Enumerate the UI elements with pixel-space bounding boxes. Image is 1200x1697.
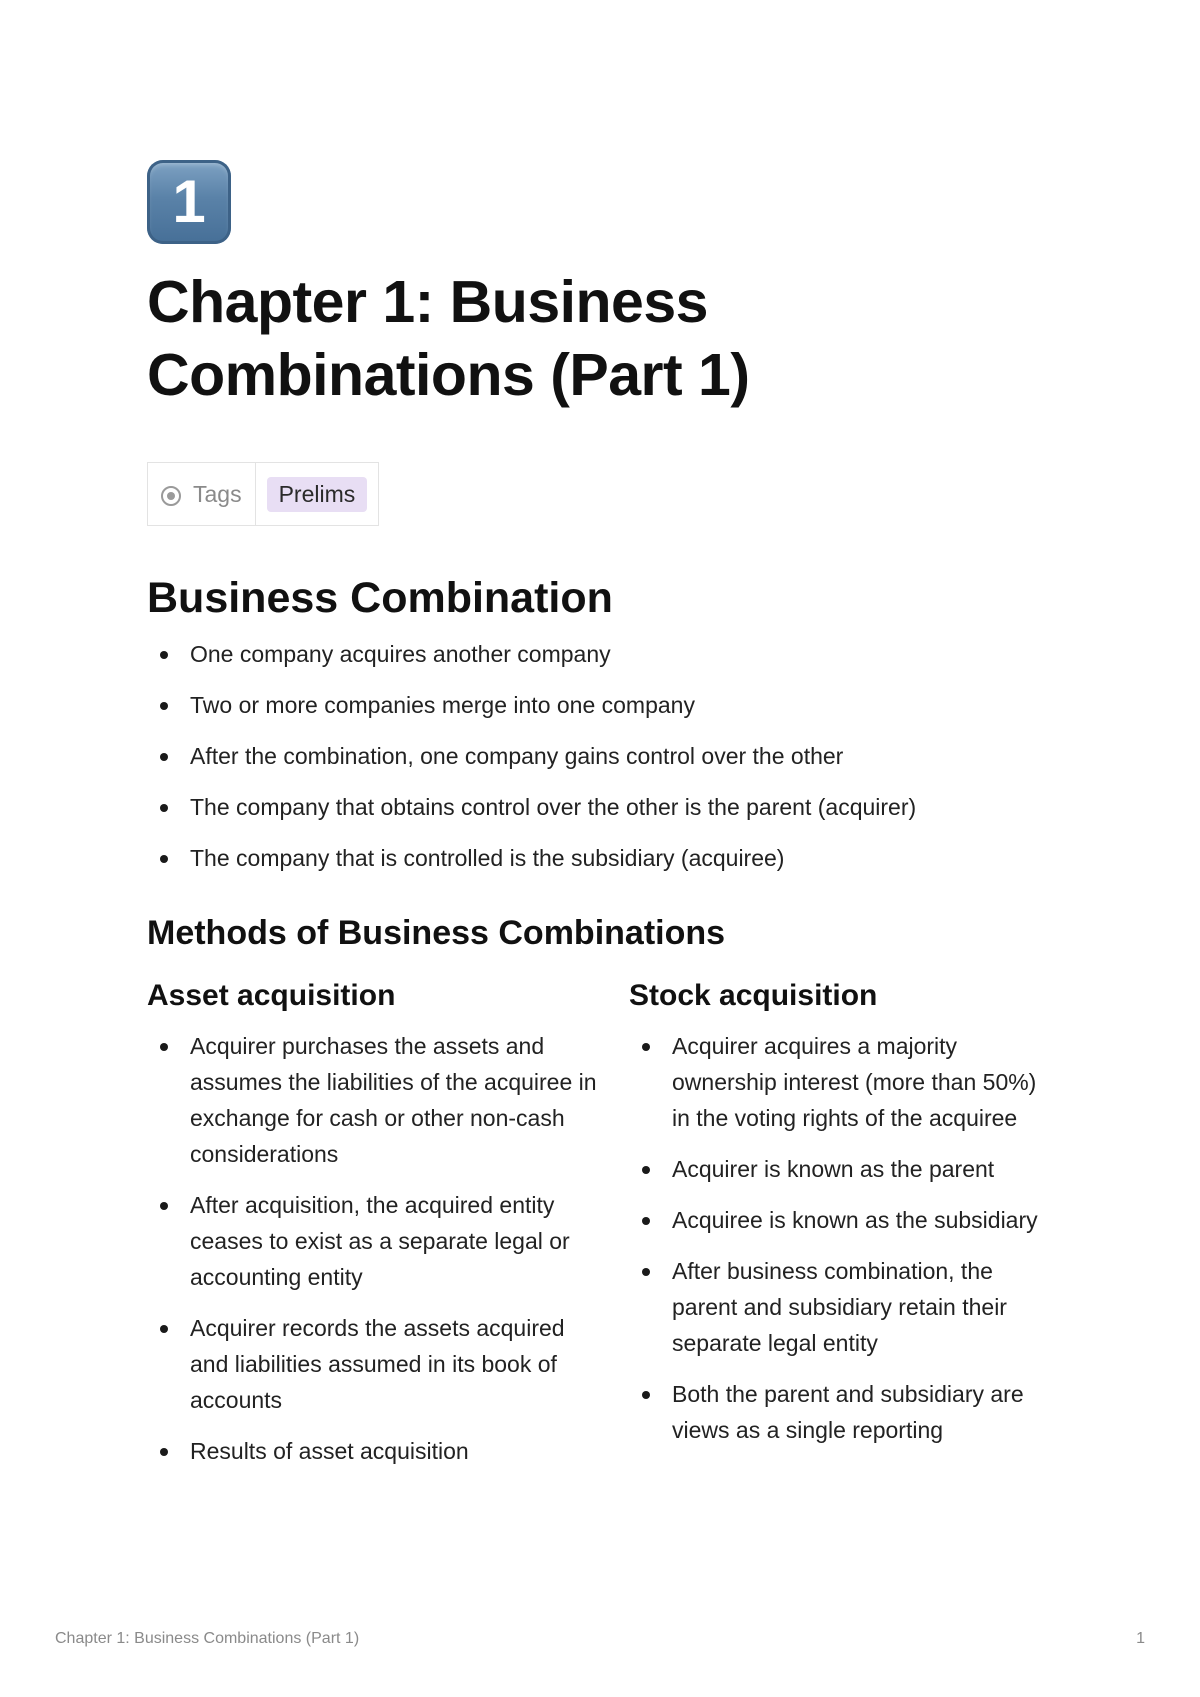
list-item: After acquisition, the acquired entity ceases to exist as a separate legal or accounting entity (147, 1187, 629, 1295)
tags-label: Tags (193, 480, 242, 507)
list-item: After business combination, the parent and subsidiary retain their separate legal entity (629, 1253, 1067, 1361)
tags-property-name (148, 463, 256, 525)
list-item: The company that is controlled is the subsidiary (acquiree) (147, 840, 1067, 876)
methods-columns (147, 976, 1067, 1484)
tags-property-value (256, 463, 379, 525)
list-item: Two or more companies merge into one company (147, 687, 1067, 723)
footer-page-number: 1 (1136, 1630, 1145, 1647)
page-content (147, 160, 1067, 1484)
list-item: Results of asset acquisition (147, 1433, 629, 1469)
tags-property-icon (161, 486, 181, 506)
list-item: Acquirer is known as the parent (629, 1151, 1067, 1187)
asset-acquisition-column (147, 976, 629, 1484)
stock-acquisition-list (629, 1028, 1067, 1448)
asset-acquisition-list (147, 1028, 629, 1469)
list-item: The company that obtains control over the other is the parent (acquirer) (147, 789, 1067, 825)
page-title: Chapter 1: Business Combinations (Part 1) (147, 269, 750, 408)
list-item: Both the parent and subsidiary are views as a single reporting (629, 1376, 1067, 1448)
business-combination-list (147, 636, 1067, 876)
properties-table (147, 462, 379, 526)
list-item: Acquirer acquires a majority ownership interest (more than 50%) in the voting rights of the acquiree (629, 1028, 1067, 1136)
section-heading-business-combination: Business Combination (147, 574, 613, 622)
list-item: After the combination, one company gains control over the other (147, 738, 1067, 774)
list-item: Acquirer records the assets acquired and liabilities assumed in its book of accounts (147, 1310, 629, 1418)
keycap-digit-one-icon (147, 160, 231, 244)
section-heading-methods: Methods of Business Combinations (147, 914, 726, 952)
stock-acquisition-heading: Stock acquisition (629, 979, 878, 1012)
list-item: Acquiree is known as the subsidiary (629, 1202, 1067, 1238)
footer-title: Chapter 1: Business Combinations (Part 1) (55, 1630, 360, 1647)
page-footer (55, 1630, 1145, 1648)
page-icon-glyph: 1 (172, 168, 206, 235)
list-item: One company acquires another company (147, 636, 1067, 672)
tag-chip-prelims[interactable]: Prelims (267, 477, 368, 512)
stock-acquisition-column (629, 976, 1067, 1484)
asset-acquisition-heading: Asset acquisition (147, 979, 396, 1012)
list-item: Acquirer purchases the assets and assumes the liabilities of the acquiree in exchange for cash or other non-cash considerations (147, 1028, 629, 1172)
